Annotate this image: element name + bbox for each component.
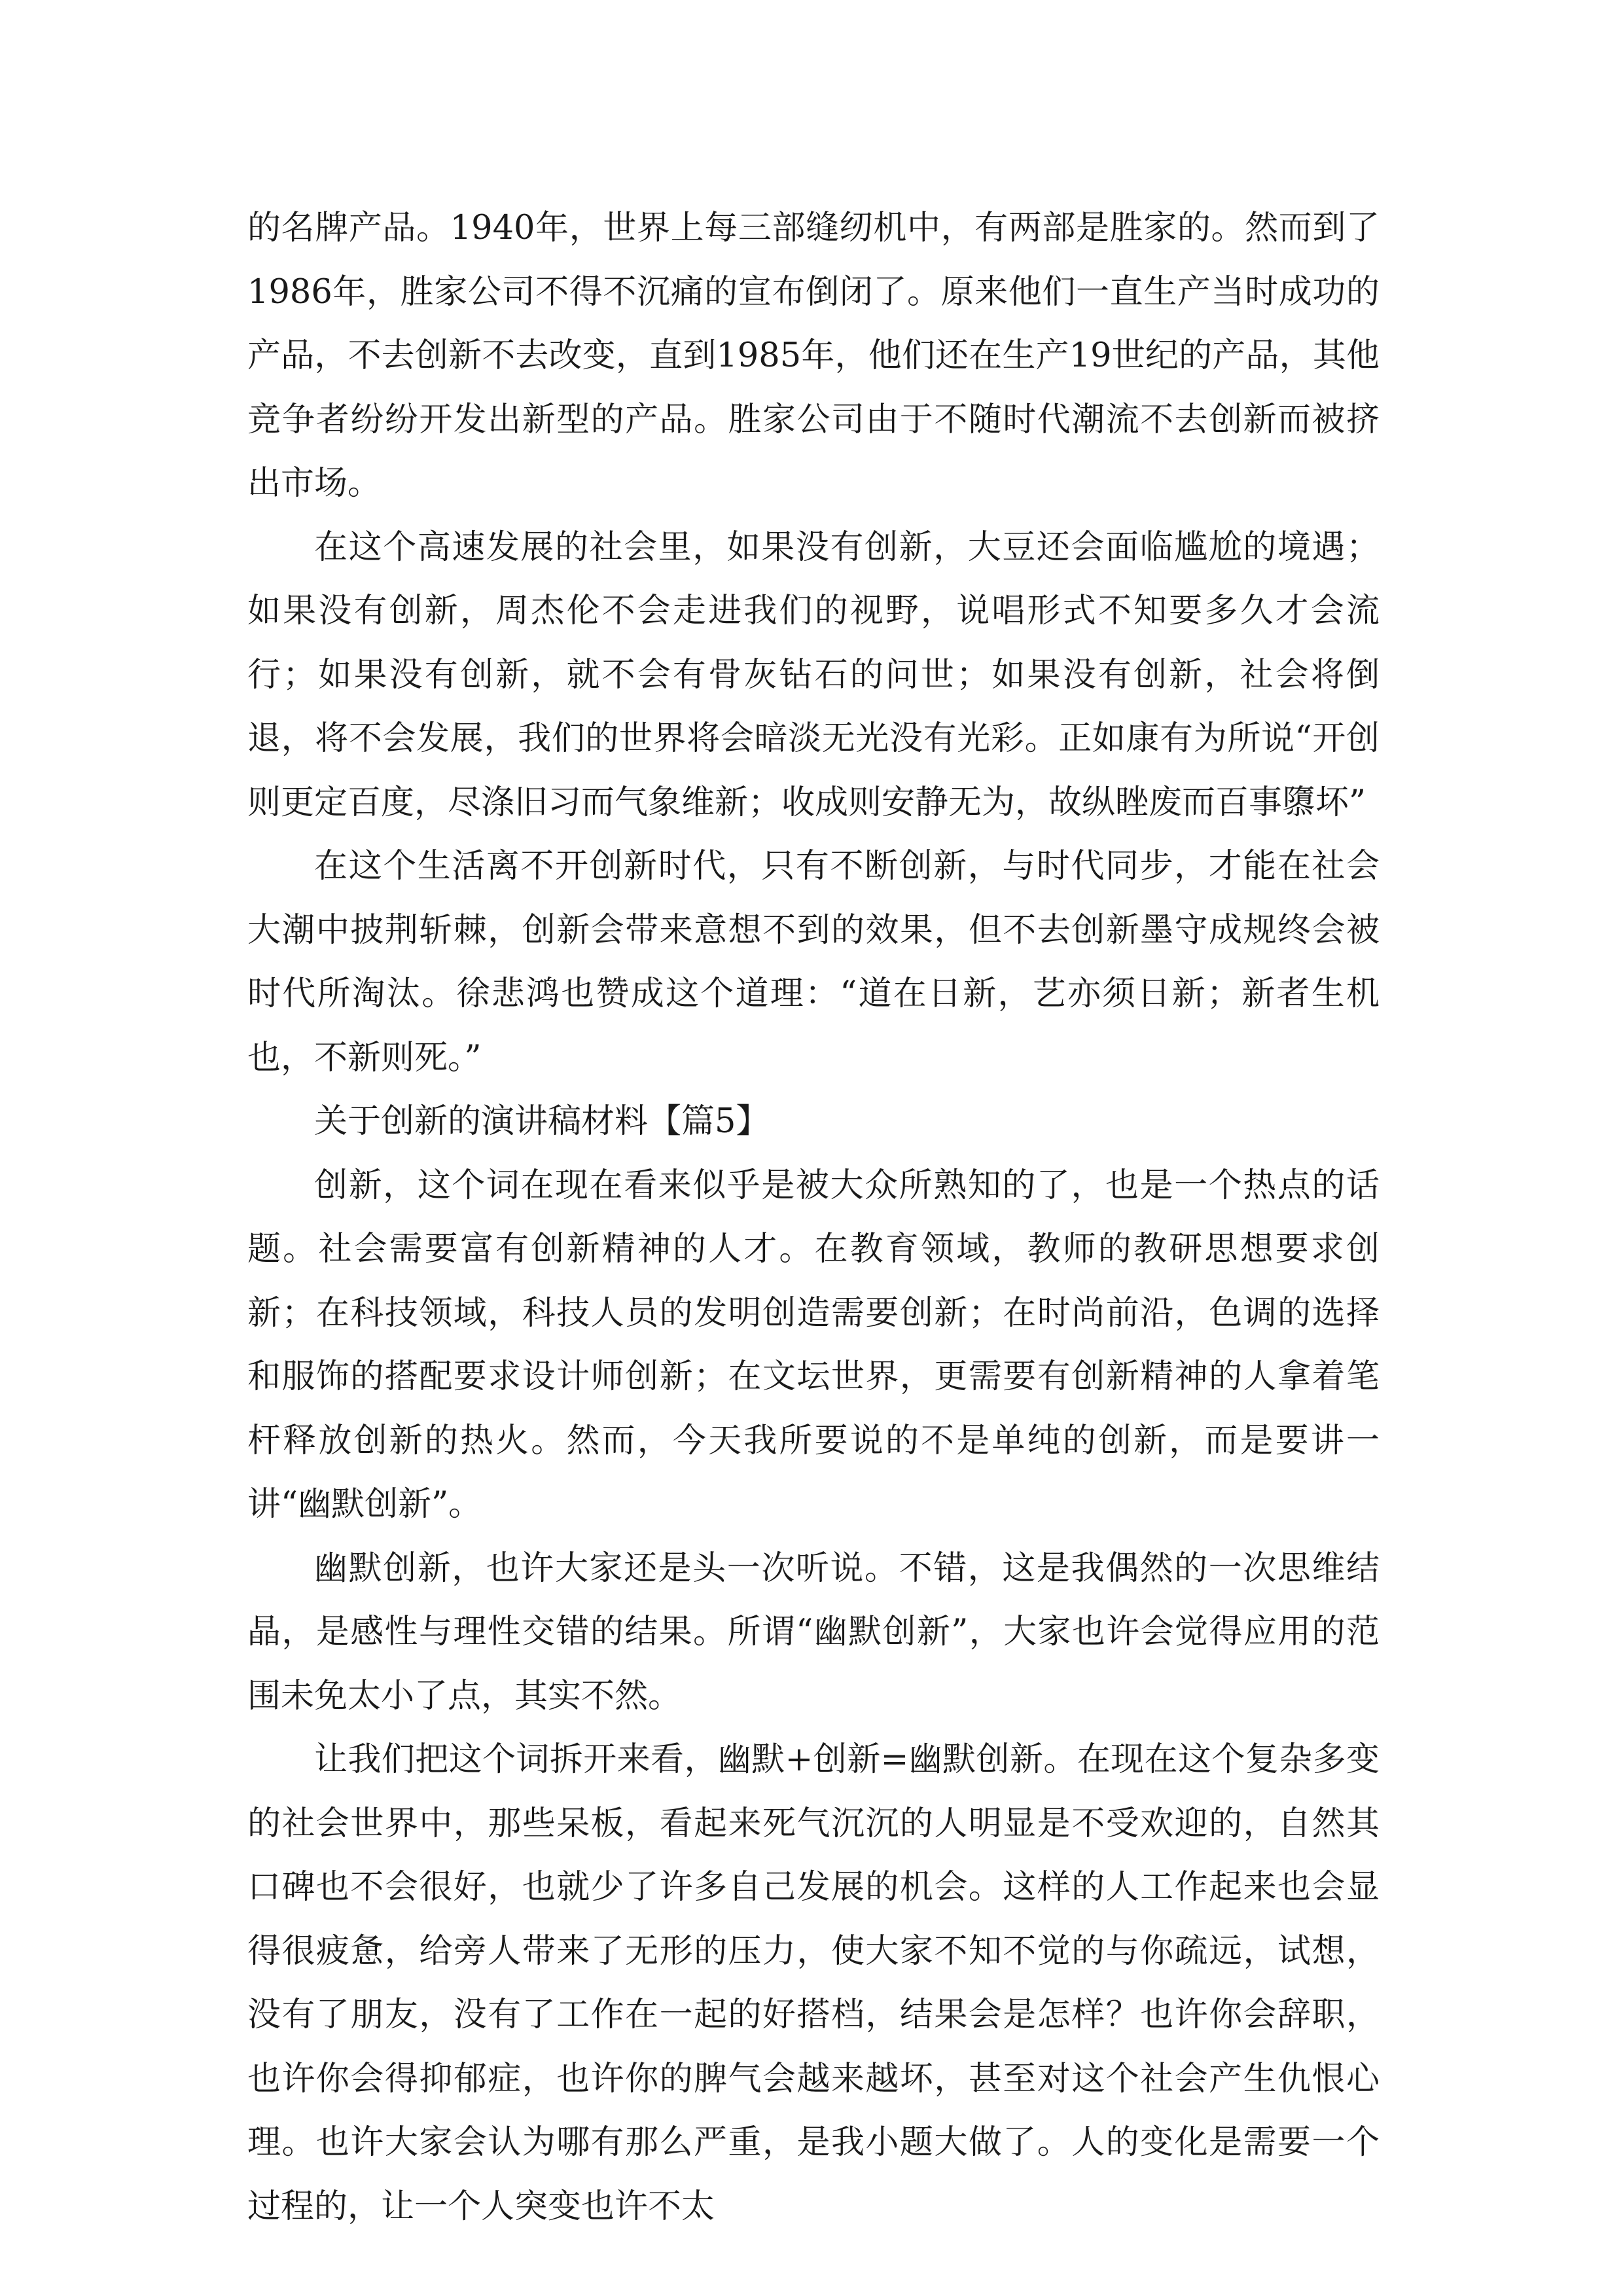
paragraph-5: 幽默创新，也许大家还是头一次听说。不错，这是我偶然的一次思维结晶，是感性与理性交错的结果。所谓“幽默创新”，大家也许会觉得应用的范围未免太小了点，其实不然。 — [247, 1549, 1380, 1715]
paragraph-3: 在这个生活离不开创新时代，只有不断创新，与时代同步，才能在社会大潮中披荆斩棘，创新会带来意想不到的效果，但不去创新墨守成规终会被时代所淘汰。徐悲鸿也赞成这个道理：“道在日新，艺亦须日新；新者生机也，不新则死。” — [247, 847, 1380, 1077]
section-heading: 关于创新的演讲稿材料【篇5】 — [314, 1102, 770, 1141]
paragraph-6: 让我们把这个词拆开来看，幽默+创新=幽默创新。在现在这个复杂多变的社会世界中，那些呆板，看起来死气沉沉的人明显是不受欢迎的，自然其口碑也不会很好，也就少了许多自己发展的机会。这样的人工作起来也会显得很疲惫，给旁人带来了无形的压力，使大家不知不觉的与你疏远，试想，没有了朋友，没有了工作在一起的好搭档，结果会是怎样？也许你会辞职，也许你会得抑郁症，也许你的脾气会越来越坏，甚至对这个社会产生仇恨心理。也许大家会认为哪有那么严重，是我小题大做了。人的变化是需要一个过程的，让一个人突变也许不太 — [247, 1740, 1380, 2226]
paragraph-4: 创新，这个词在现在看来似乎是被大众所熟知的了，也是一个热点的话题。社会需要富有创新精神的人才。在教育领域，教师的教研思想要求创新；在科技领域，科技人员的发明创造需要创新；在时尚前沿，色调的选择和服饰的搭配要求设计师创新；在文坛世界，更需要有创新精神的人拿着笔杆释放创新的热火。然而，今天我所要说的不是单纯的创新，而是要讲一讲“幽默创新”。 — [247, 1166, 1380, 1524]
paragraph-2: 在这个高速发展的社会里，如果没有创新，大豆还会面临尴尬的境遇；如果没有创新，周杰伦不会走进我们的视野，说唱形式不知要多久才会流行；如果没有创新，就不会有骨灰钻石的问世；如果没有创新，社会将倒退，将不会发展，我们的世界将会暗淡无光没有光彩。正如康有为所说“开创则更定百度，尽涤旧习而气象维新；收成则安静无为，故纵睉废而百事隳坏” — [247, 528, 1380, 822]
document-body — [247, 196, 1380, 2238]
paragraph-1: 的名牌产品。1940年，世界上每三部缝纫机中，有两部是胜家的。然而到了1986年，胜家公司不得不沉痛的宣布倒闭了。原来他们一直生产当时成功的产品，不去创新不去改变，直到1985年，他们还在生产19世纪的产品，其他竞争者纷纷开发出新型的产品。胜家公司由于不随时代潮流不去创新而被挤出市场。 — [247, 209, 1380, 503]
